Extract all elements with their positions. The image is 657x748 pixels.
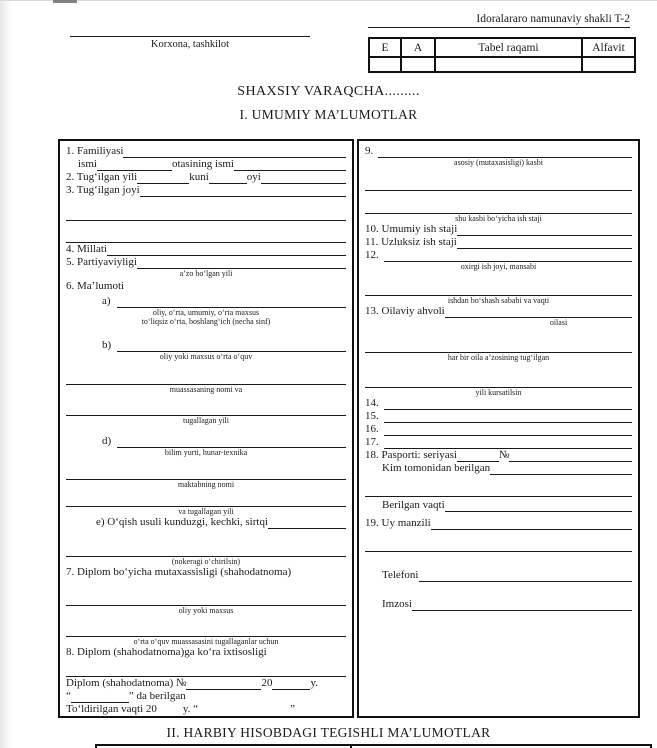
code-table-empty-cell — [435, 57, 582, 72]
blank-field-line — [209, 171, 247, 184]
document-title: SHAXSIY VARAQCHA......... — [237, 84, 420, 99]
blank-field-line — [384, 249, 632, 262]
form-row — [66, 208, 346, 221]
field-caption: muassasaning nomi va — [169, 385, 243, 394]
code-table-empty-cell — [582, 57, 635, 72]
blank-field-line — [71, 690, 129, 703]
blank-field-line — [384, 423, 632, 436]
field-label: oyi — [246, 171, 261, 183]
blank-field-line — [384, 436, 632, 449]
form-row — [66, 372, 346, 385]
field-label: 15. — [365, 410, 379, 422]
blank-field-line — [261, 171, 346, 184]
field-caption: oliy, o‘rta, umumiy, o‘rta maxsus — [152, 308, 260, 317]
form-row — [365, 201, 632, 214]
blank-field-line — [272, 677, 310, 690]
code-table-header-row — [369, 38, 635, 57]
form-row — [66, 339, 346, 352]
field-label: 11. Uzluksiz ish staji — [365, 236, 457, 248]
blank-field-line — [66, 467, 346, 480]
blank-field-line — [66, 403, 346, 416]
field-label: 13. Oilaviy ahvoli — [365, 305, 445, 317]
blank-field-line — [66, 624, 346, 637]
form-row — [365, 598, 632, 611]
form-row — [66, 677, 346, 690]
blank-field-line — [137, 256, 346, 269]
field-label: d) — [102, 435, 112, 447]
form-row — [365, 539, 632, 552]
field-caption: oilasi — [549, 318, 568, 327]
field-caption: (nokeragi o‘chirilsin) — [171, 557, 241, 566]
field-caption: va tugallagan yili — [178, 507, 234, 516]
field-label: b) — [102, 339, 112, 351]
form-row — [66, 593, 346, 606]
blank-field-line — [412, 598, 632, 611]
form-row — [66, 243, 346, 256]
blank-field-line — [445, 305, 632, 318]
scan-smudge-artifact — [53, 0, 77, 3]
blank-field-line — [365, 375, 632, 388]
blank-field-line — [365, 201, 632, 214]
blank-field-line — [66, 208, 346, 221]
blank-field-line — [365, 178, 632, 191]
form-row — [66, 690, 346, 703]
form-row — [365, 436, 632, 449]
field-caption: tugallagan yili — [183, 416, 229, 425]
field-label: Diplom (shahodatnoma) № — [66, 677, 187, 689]
blank-gap — [157, 704, 183, 716]
organization-label: Korxona, tashkilot — [150, 39, 230, 50]
blank-field-line — [97, 158, 172, 171]
form-row — [365, 449, 632, 462]
field-label: 14. — [365, 397, 379, 409]
form-row — [66, 171, 346, 184]
blank-field-line — [490, 462, 632, 475]
blank-field-line — [137, 171, 189, 184]
code-table-empty-row — [369, 57, 635, 72]
form-row — [365, 283, 632, 296]
field-label: 8. Diplom (shahodatnoma)ga ko‘ra ixtisosligi — [66, 646, 267, 658]
code-table-col-a: A — [401, 38, 435, 57]
field-caption: shu kasbi bo‘yicha ish staji — [455, 214, 542, 223]
field-label: Imzosi — [382, 598, 412, 610]
field-caption: oliy yoki maxsus o‘rta o‘quv — [159, 352, 253, 361]
field-label: 2. Tug‘ilgan yili — [66, 171, 138, 183]
form-row — [365, 462, 632, 475]
blank-field-line — [140, 184, 346, 197]
code-table-col-alfavit: Alfavit — [582, 38, 635, 57]
blank-field-line — [117, 339, 346, 352]
form-row — [66, 230, 346, 243]
blank-field-line — [378, 145, 632, 158]
field-label: № — [498, 449, 510, 461]
blank-field-line — [66, 494, 346, 507]
form-row — [66, 145, 346, 158]
blank-field-line — [234, 158, 346, 171]
form-row — [66, 184, 346, 197]
form-row — [66, 624, 346, 637]
form-row — [66, 566, 346, 579]
form-row — [66, 256, 346, 269]
form-code-label: Idoralararo namunaviy shakli T-2 — [368, 13, 630, 28]
blank-field-line — [384, 397, 632, 410]
blank-gap — [198, 704, 290, 716]
field-label: 20 — [261, 677, 273, 689]
scan-edge-artifact — [0, 0, 657, 1]
field-caption: oliy yoki maxsus — [178, 606, 234, 615]
organization-blank-line — [70, 36, 310, 37]
form-row — [66, 467, 346, 480]
field-label: ” da berilgan — [128, 690, 186, 702]
blank-field-line — [445, 499, 632, 512]
blank-field-line — [186, 677, 261, 690]
field-label: To‘ldirilgan vaqti 20 — [66, 703, 157, 715]
field-label: 19. Uy manzili — [365, 517, 431, 529]
form-row — [365, 236, 632, 249]
code-table-col-e: E — [369, 38, 401, 57]
field-label: Berilgan vaqti — [382, 499, 445, 511]
blank-field-line — [107, 243, 346, 256]
field-label: 18. Pasporti: seriyasi — [365, 449, 457, 461]
blank-field-line — [66, 593, 346, 606]
blank-field-line — [117, 295, 346, 308]
field-label: Kim tomonidan berilgan — [382, 462, 491, 474]
code-table-empty-cell — [369, 57, 401, 72]
form-row — [365, 517, 632, 530]
blank-field-line — [457, 236, 632, 249]
field-caption: to‘liqsiz o‘rta, boshlang‘ich (necha sinf) — [141, 317, 271, 326]
general-info-right-panel — [357, 139, 640, 718]
form-row — [365, 145, 632, 158]
section-1-heading: I. UMUMIY MA’LUMOTLAR — [239, 107, 418, 122]
field-label: 5. Partiyaviyligi — [66, 256, 137, 268]
form-row — [365, 340, 632, 353]
blank-field-line — [66, 372, 346, 385]
blank-field-line — [431, 517, 632, 530]
form-row — [365, 410, 632, 423]
blank-field-line — [365, 283, 632, 296]
form-row — [66, 703, 346, 716]
field-label: y. “ — [182, 703, 199, 715]
form-row — [66, 403, 346, 416]
blank-field-line — [457, 449, 499, 462]
field-label: 7. Diplom bo‘yicha mutaxassisligi (shahodatnoma) — [66, 566, 292, 578]
form-row — [365, 178, 632, 191]
code-table-empty-cell — [401, 57, 435, 72]
section-2-heading: II. HARBIY HISOBDAGI TEGISHLI MA’LUMOTLAR — [166, 725, 491, 740]
blank-field-line — [365, 484, 632, 497]
field-label: kuni — [189, 171, 209, 183]
form-row — [66, 516, 346, 529]
form-row — [365, 397, 632, 410]
blank-field-line — [509, 449, 632, 462]
field-label: Telefoni — [382, 569, 419, 581]
field-label: 4. Millati — [66, 243, 107, 255]
field-label: otasining ismi — [171, 158, 234, 170]
form-row — [66, 544, 346, 557]
blank-field-line — [384, 410, 632, 423]
form-row — [365, 305, 632, 318]
form-row — [365, 484, 632, 497]
field-caption: oxirgi ish joyi, mansabi — [460, 262, 537, 271]
blank-field-line — [419, 569, 633, 582]
code-table-col-tabel: Tabel raqami — [435, 38, 582, 57]
form-row — [66, 664, 346, 677]
code-table — [368, 37, 636, 73]
form-row — [365, 375, 632, 388]
field-label: 16. — [365, 423, 379, 435]
blank-field-line — [66, 544, 346, 557]
field-label: 10. Umumiy ish staji — [365, 223, 458, 235]
form-row — [66, 158, 346, 171]
field-caption: o‘rta o‘quv muassasasini tugallaganlar uchun — [133, 637, 279, 646]
field-caption: yili kursatilsin — [475, 388, 522, 397]
blank-field-line — [117, 435, 346, 448]
field-caption: har bir oila a’zosining tug‘ilgan — [447, 353, 550, 362]
form-row — [66, 435, 346, 448]
field-label: 3. Tug‘ilgan joyi — [66, 184, 140, 196]
form-row — [66, 494, 346, 507]
blank-field-line — [365, 539, 632, 552]
right-panel-rows — [365, 145, 632, 611]
field-caption: bilim yurti, hunar-texnika — [164, 448, 248, 457]
field-caption: ishdan bo‘shash sababi va vaqti — [447, 296, 550, 305]
field-caption: asosiy (mutaxasisligi) kasbi — [454, 158, 543, 167]
blank-field-line — [268, 516, 346, 529]
form-row — [66, 280, 346, 293]
field-label: ismi — [78, 158, 97, 170]
field-label: y. — [310, 677, 319, 689]
form-row — [365, 423, 632, 436]
field-label: e) O‘qish usuli kunduzgi, kechki, sirtqi — [96, 516, 269, 528]
form-row — [365, 569, 632, 582]
field-label: 6. Ma’lumoti — [66, 280, 125, 292]
form-row — [365, 249, 632, 262]
field-label: 17. — [365, 436, 379, 448]
field-label: “ — [66, 690, 71, 702]
form-row — [365, 499, 632, 512]
blank-field-line — [365, 340, 632, 353]
section-2-table-partial — [95, 744, 652, 748]
field-label: 1. Familiyasi — [66, 145, 124, 157]
blank-field-line — [66, 230, 346, 243]
form-row — [365, 223, 632, 236]
field-caption: a’zo bo‘lgan yili — [179, 269, 233, 278]
field-label: ” — [290, 703, 295, 715]
field-caption: maktabning nomi — [177, 480, 235, 489]
left-panel-rows — [66, 145, 346, 716]
field-label: a) — [102, 295, 111, 307]
blank-field-line — [66, 664, 346, 677]
form-row — [66, 646, 346, 659]
field-label: 12. — [365, 249, 379, 261]
field-label: 9. — [365, 145, 374, 157]
blank-field-line — [457, 223, 632, 236]
blank-field-line — [123, 145, 346, 158]
general-info-left-panel — [58, 139, 354, 718]
form-row — [66, 295, 346, 308]
